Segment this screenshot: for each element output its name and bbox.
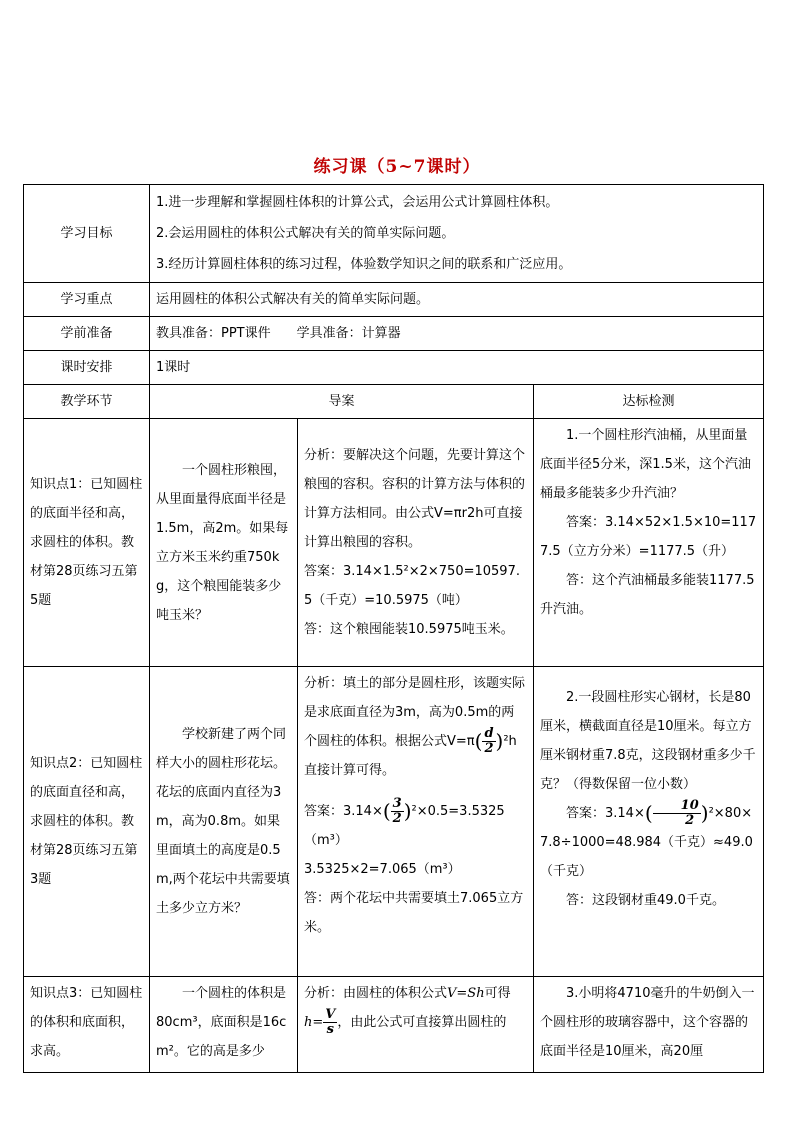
paren-close: ) bbox=[700, 801, 709, 825]
prep-label: 学前准备 bbox=[24, 317, 150, 351]
answer-text-tail: ²×0.5=3.5325（m³） bbox=[304, 804, 505, 848]
height-formula-lhs: h= bbox=[304, 1015, 324, 1030]
check-answer bbox=[540, 799, 757, 886]
check-cell bbox=[534, 419, 764, 667]
goals-content bbox=[150, 185, 764, 283]
column-header-check: 达标检测 bbox=[534, 385, 764, 419]
paren-open: ( bbox=[644, 801, 653, 825]
goal-item: 3.经历计算圆柱体积的练习过程，体验数学知识之间的联系和广泛应用。 bbox=[156, 257, 572, 272]
analysis-text-part: 分析：填土的部分是圆柱形，该题实际是求底面直径为3m，高为0.5m的两个圆柱的体积。根据公式V=π bbox=[304, 676, 526, 749]
fraction-numerator: 10 bbox=[653, 799, 701, 814]
analysis-cell bbox=[298, 977, 534, 1073]
fraction-denominator: 2 bbox=[685, 813, 695, 828]
table-row bbox=[24, 419, 764, 667]
hours-label: 课时安排 bbox=[24, 351, 150, 385]
check-answer: 答案：3.14×52×1.5×10=1177.5（立方分米）=1177.5（升） bbox=[540, 515, 757, 559]
analysis-cell bbox=[298, 667, 534, 977]
focus-row bbox=[24, 283, 764, 317]
table-row bbox=[24, 667, 764, 977]
hours-text: 1课时 bbox=[150, 351, 764, 385]
problem-text: 一个圆柱的体积是80cm³，底面积是16cm²。它的高是多少 bbox=[156, 986, 287, 1059]
analysis-text: 分析：要解决这个问题，先要计算这个粮囤的容积。容积的计算方法与体积的计算方法相同。由公式V=πr2h可直接计算出粮囤的容积。 bbox=[304, 448, 526, 550]
paren-open: ( bbox=[382, 799, 391, 823]
goal-item: 1.进一步理解和掌握圆柱体积的计算公式，会运用公式计算圆柱体积。 bbox=[156, 195, 559, 210]
problem-cell: 一个圆柱形粮囤，从里面量得底面半径是1.5m，高2m。如果每立方米玉米约重750kg，这个粮囤能装多少吨玉米？ bbox=[150, 419, 298, 667]
answer-conclusion: 答：这个粮囤能装10.5975吨玉米。 bbox=[304, 622, 514, 637]
answer-text-part: 答案：3.14× bbox=[304, 804, 383, 819]
problem-cell bbox=[150, 977, 298, 1073]
page-title: 练习课（5~7课时） bbox=[313, 157, 481, 177]
hours-row bbox=[24, 351, 764, 385]
stage-cell: 知识点1：已知圆柱的底面半径和高，求圆柱的体积。教材第28页练习五第5题 bbox=[24, 419, 150, 667]
answer-text: 答案：3.14×1.5²×2×750=10597.5（千克）=10.5975（吨） bbox=[304, 564, 520, 608]
analysis-cell bbox=[298, 419, 534, 667]
fraction-10-over-2 bbox=[653, 799, 701, 828]
check-conclusion: 答：这个汽油桶最多能装1177.5升汽油。 bbox=[540, 573, 755, 617]
check-answer-part: 答案：3.14× bbox=[566, 806, 645, 821]
paren-close: ) bbox=[403, 799, 412, 823]
fraction-denominator: s bbox=[326, 1022, 334, 1037]
check-cell bbox=[534, 977, 764, 1073]
stage-cell: 知识点3：已知圆柱的体积和底面积，求高。 bbox=[24, 977, 150, 1073]
column-header-guide: 导案 bbox=[150, 385, 534, 419]
volume-formula: V=Sh bbox=[447, 986, 485, 1001]
focus-label: 学习重点 bbox=[24, 283, 150, 317]
column-header-row bbox=[24, 385, 764, 419]
fraction-denominator: 2 bbox=[392, 811, 402, 826]
stage-cell: 知识点2：已知圆柱的底面直径和高，求圆柱的体积。教材第28页练习五第3题 bbox=[24, 667, 150, 977]
analysis-text-mid: 可得 bbox=[484, 986, 511, 1001]
check-question: 1.一个圆柱形汽油桶，从里面量底面半径5分米，深1.5米，这个汽油桶最多能装多少升汽油？ bbox=[540, 428, 751, 501]
check-conclusion: 答：这段钢材重49.0千克。 bbox=[566, 893, 725, 908]
fraction-v-over-s bbox=[323, 1008, 337, 1037]
goal-item: 2.会运用圆柱的体积公式解决有关的简单实际问题。 bbox=[156, 226, 455, 241]
fraction-denominator: 2 bbox=[484, 741, 494, 756]
fraction-numerator: V bbox=[325, 1007, 336, 1022]
column-header-stage: 教学环节 bbox=[24, 385, 150, 419]
focus-text: 运用圆柱的体积公式解决有关的简单实际问题。 bbox=[150, 283, 764, 317]
prep-row bbox=[24, 317, 764, 351]
goals-label: 学习目标 bbox=[24, 185, 150, 283]
lesson-plan-table bbox=[23, 184, 764, 1073]
problem-cell: 学校新建了两个同样大小的圆柱形花坛。花坛的底面内直径为3m，高为0.8m。如果里面填土的高度是0.5m,两个花坛中共需要填土多少立方米？ bbox=[150, 667, 298, 977]
analysis-text-tail: ²h直接计算可得。 bbox=[304, 734, 517, 778]
answer-text bbox=[304, 797, 527, 855]
paren-close: ) bbox=[495, 729, 504, 753]
goals-row bbox=[24, 185, 764, 283]
answer-step: 3.5325×2=7.065（m³） bbox=[304, 862, 461, 877]
analysis-text-tail: ，由此公式可直接算出圆柱的 bbox=[337, 1015, 507, 1030]
answer-conclusion: 答：两个花坛中共需要填土7.065立方米。 bbox=[304, 891, 524, 935]
fraction-numerator: 3 bbox=[392, 796, 402, 811]
check-answer-tail: ²×80×7.8÷1000=48.984（千克）≈49.0（千克） bbox=[540, 806, 753, 879]
fraction-numerator: d bbox=[484, 726, 494, 741]
analysis-text-part: 分析：由圆柱的体积公式 bbox=[304, 986, 448, 1001]
table-row bbox=[24, 977, 764, 1073]
analysis-text bbox=[304, 979, 527, 1069]
fraction-3-over-2 bbox=[391, 797, 404, 826]
paren-open: ( bbox=[474, 729, 483, 753]
check-cell bbox=[534, 667, 764, 977]
fraction-d-over-2 bbox=[482, 727, 495, 756]
analysis-text bbox=[304, 669, 527, 785]
check-question: 2.一段圆柱形实心钢材，长是80厘米，横截面直径是10厘米。每立方厘米钢材重7.8克，这段钢材重多少千克？（得数保留一位小数） bbox=[540, 690, 756, 792]
prep-text: 教具准备：PPT课件 学具准备：计算器 bbox=[150, 317, 764, 351]
check-question: 3.小明将4710毫升的牛奶倒入一个圆柱形的玻璃容器中，这个容器的底面半径是10厘米，高20厘 bbox=[540, 986, 755, 1059]
